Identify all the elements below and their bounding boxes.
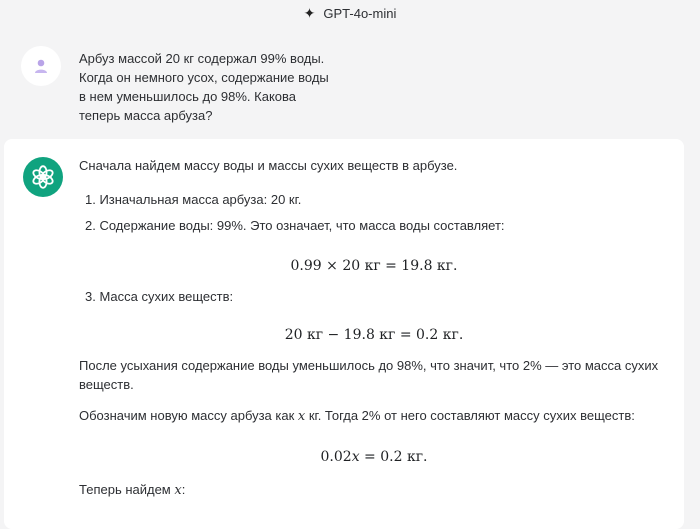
user-line: теперь масса арбуза? — [79, 108, 213, 123]
formula-equation — [79, 448, 669, 467]
variable-x: x — [174, 483, 182, 498]
paragraph-text: Теперь найдем — [79, 482, 175, 497]
formula-rest: = 0.2 кг. — [359, 449, 428, 465]
formula-dry-mass: 20 кг − 19.8 кг = 0.2 кг. — [284, 327, 464, 343]
chat-header — [0, 0, 700, 26]
paragraph — [79, 480, 669, 500]
model-name[interactable]: GPT-4o-mini — [323, 5, 397, 21]
user-message-text — [79, 49, 369, 125]
user-line: Арбуз массой 20 кг содержал 99% воды. — [79, 51, 325, 66]
list-item: 2. Содержание воды: 99%. Это означает, что масса воды составляет: — [85, 218, 505, 233]
user-icon — [32, 57, 50, 75]
formula-variable: x — [351, 449, 360, 465]
variable-x: x — [297, 409, 306, 424]
formula-water-mass: 0.99 × 20 кг = 19.8 кг. — [290, 258, 458, 274]
openai-logo-icon — [30, 164, 56, 190]
assistant-message-text — [79, 156, 669, 500]
user-avatar — [21, 46, 61, 86]
assistant-avatar — [23, 157, 63, 197]
list-item: 3. Масса сухих веществ: — [85, 289, 234, 304]
user-message — [0, 40, 700, 132]
list-item: 1. Изначальная масса арбуза: 20 кг. — [85, 192, 302, 207]
formula-coefficient: 0.02 — [320, 449, 352, 465]
assistant-message — [4, 139, 684, 529]
paragraph-text: Обозначим новую массу арбуза как — [79, 408, 298, 423]
user-line: в нем уменьшилось до 98%. Какова — [79, 89, 297, 104]
sparkle-icon: ✦ — [303, 4, 316, 21]
paragraph-line: После усыхания содержание воды уменьшилось до 98%, что значит, что 2% — это масса сухих — [79, 358, 659, 373]
paragraph — [79, 406, 669, 426]
user-line: Когда он немного усох, содержание воды — [79, 70, 329, 85]
intro-paragraph: Сначала найдем массу воды и массы сухих веществ в арбузе. — [79, 158, 458, 173]
paragraph-text: кг. Тогда 2% от него составляют массу сухих веществ: — [305, 408, 635, 423]
paragraph-text: : — [181, 482, 186, 497]
paragraph-line: веществ. — [79, 377, 134, 392]
